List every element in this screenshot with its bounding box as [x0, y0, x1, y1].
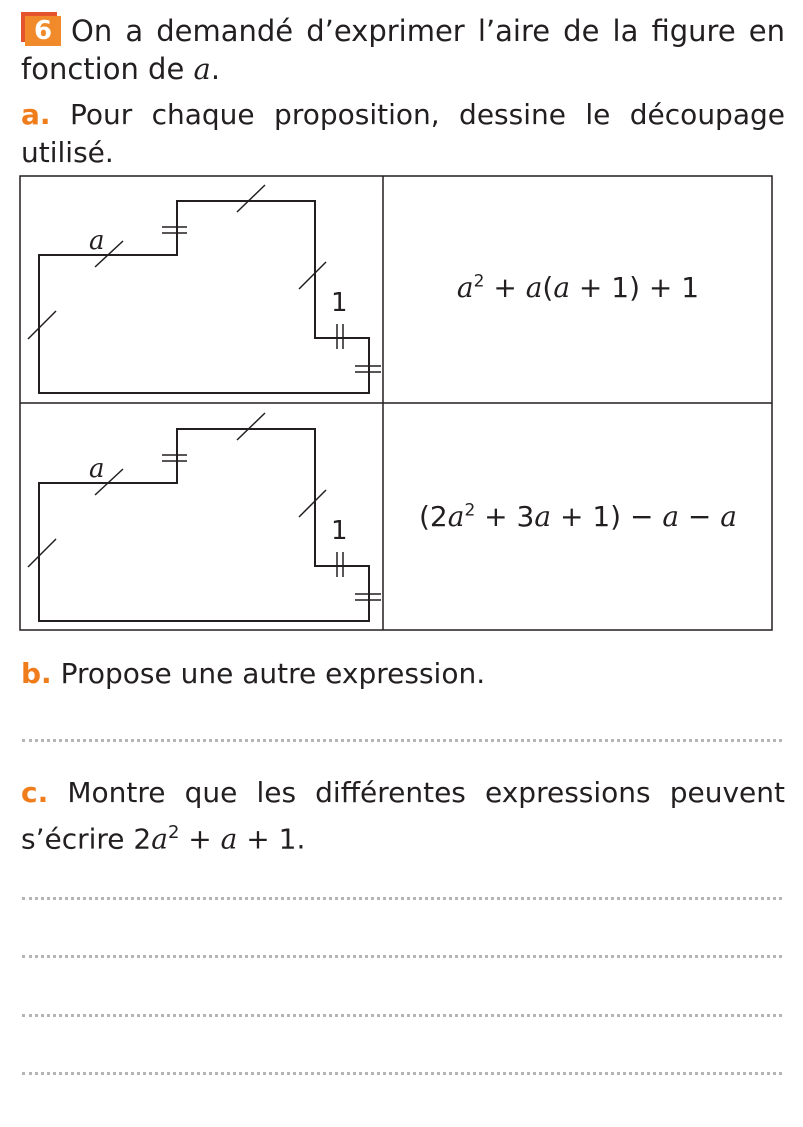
- figure-2[interactable]: [19, 403, 383, 631]
- question-c-var-1: a: [151, 822, 168, 856]
- question-c-exponent: 2: [167, 822, 180, 843]
- exercise-number-badge: [21, 12, 61, 46]
- statement-text: On a demandé d’exprimer l’aire de la figure en fonction de: [21, 14, 785, 86]
- question-a-text: Pour chaque proposition, dessine le découpage utilisé.: [21, 98, 785, 169]
- question-c: c. Montre que les différentes expressions peuvent s’écrire $2a^2 + a + 1$.: [21, 776, 785, 856]
- figure-1-tick-left: [28, 311, 56, 339]
- figure-2-tick-top: [237, 413, 265, 440]
- question-c-text: Montre que les différentes expressions peuvent s’écrire 2: [21, 776, 785, 856]
- figure-1[interactable]: [19, 175, 383, 403]
- question-a-label: a.: [21, 98, 51, 131]
- exercise-statement: [21, 12, 785, 88]
- question-a: [21, 96, 785, 172]
- question-c-var-2: a: [220, 822, 238, 856]
- answer-line-b[interactable]: [22, 739, 782, 742]
- figure-2-tick-left: [28, 539, 56, 567]
- question-b: [21, 655, 785, 693]
- figure-1-tick-right: [299, 262, 326, 289]
- figure-2-tick-right: [299, 490, 326, 517]
- statement-end: .: [210, 52, 221, 86]
- figure-1-label-1: 1: [331, 288, 348, 318]
- answer-line-c-3[interactable]: [22, 1014, 782, 1017]
- answer-line-c-4[interactable]: [22, 1072, 782, 1075]
- question-c-label: c.: [21, 776, 49, 809]
- statement-variable: a: [193, 52, 211, 86]
- figure-1-label-a: a: [89, 226, 105, 256]
- question-b-label: b.: [21, 657, 52, 690]
- figure-1-tick-top: [237, 185, 265, 212]
- propositions-table: [19, 175, 773, 631]
- question-b-text: Propose une autre expression.: [60, 657, 486, 690]
- exercise-number: 6: [25, 16, 61, 46]
- answer-line-c-1[interactable]: [22, 897, 782, 900]
- expression-2: $(2a^2 + 3a + 1) - a - a$: [419, 500, 737, 533]
- figure-2-label-a: a: [89, 454, 105, 484]
- figure-2-label-1: 1: [331, 516, 348, 546]
- expression-1: $a^2 + a(a + 1) + 1$: [456, 271, 700, 304]
- answer-line-c-2[interactable]: [22, 955, 782, 958]
